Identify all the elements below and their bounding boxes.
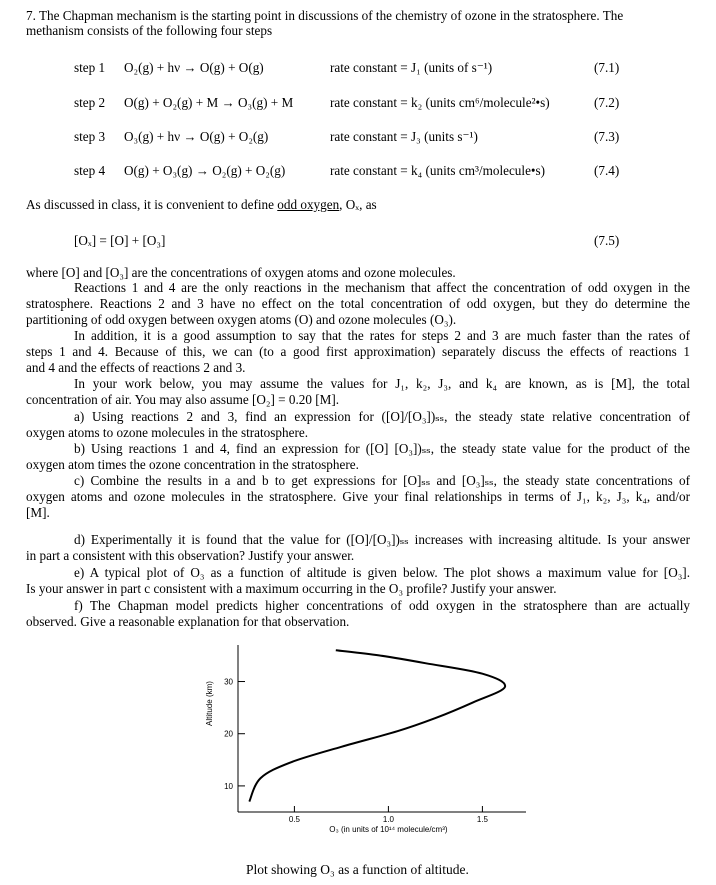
x-ticks — [289, 806, 489, 824]
y-tick-label: 30 — [224, 677, 233, 687]
ozone-profile-curve — [249, 650, 505, 801]
odd-oxygen-term: odd oxygen — [277, 197, 340, 212]
odd-oxygen-prefix: As discussed in class, it is convenient to define — [26, 197, 278, 212]
body-line: where [O] and [O₃] are the concentrations of oxygen atoms and ozone molecules. — [26, 265, 456, 280]
body-line: oxygen atoms to ozone molecules in the stratosphere. — [26, 425, 308, 440]
step-3-eq-number: (7.3) — [594, 129, 620, 144]
body-line: oxygen atom times the ozone concentration in the stratosphere. — [26, 457, 359, 472]
body-line: b) Using reactions 1 and 4, find an expression for ([O] [O₃])ₛₛ, the steady state value for the product of the — [74, 441, 690, 456]
body-line: stratosphere. Reactions 2 and 3 have no effect on the total concentration of odd oxygen, but they do determine the — [26, 296, 690, 311]
odd-oxygen-definition — [26, 197, 377, 213]
body-line: [M]. — [26, 505, 50, 520]
step-1-eq-number: (7.1) — [594, 60, 620, 75]
y-tick-label: 20 — [224, 729, 233, 739]
question-intro-line-2: methanism consists of the following four steps — [26, 23, 273, 38]
body-line: c) Combine the results in a and b to get expressions for [O]ₛₛ and [O₃]ₛₛ, the steady state concentrations of — [74, 473, 690, 488]
odd-oxygen-eq-number: (7.5) — [594, 233, 620, 248]
body-line: steps 1 and 4. Because of this, we can (to a good first approximation) separately discuss the effects of reactions 1 — [26, 344, 690, 359]
step-3-rate: rate constant = J₃ (units s⁻¹) — [330, 129, 478, 144]
question-intro-line-1: 7. The Chapman mechanism is the starting point in discussions of the chemistry of ozone in the stratosphere. The — [26, 8, 624, 23]
step-1-rate: rate constant = J₁ (units of s⁻¹) — [330, 60, 493, 75]
x-axis-label: O₃ (in units of 10¹⁴ molecule/cm³) — [329, 825, 448, 834]
body-line: In addition, it is a good assumption to say that the rates for steps 2 and 3 are much faster than the rates of — [74, 328, 690, 343]
step-1-label: step 1 — [74, 60, 106, 75]
step-4-label: step 4 — [74, 163, 106, 178]
plot-caption: Plot showing O₃ as a function of altitude. — [246, 862, 469, 877]
step-2-label: step 2 — [74, 95, 106, 110]
y-ticks — [224, 678, 245, 791]
body-line: e) A typical plot of O₃ as a function of altitude is given below. The plot shows a maximum value for [O₃]. — [74, 565, 690, 580]
y-tick-label: 10 — [224, 781, 233, 791]
body-line: d) Experimentally it is found that the value for ([O]/[O₃])ₛₛ increases with increasing altitude. Is your answer — [74, 532, 690, 547]
body-line: f) The Chapman model predicts higher concentrations of odd oxygen in the stratosphere than are actually — [74, 598, 690, 613]
body-line: concentration of air. You may also assume [O₂] = 0.20 [M]. — [26, 392, 340, 407]
body-line: Reactions 1 and 4 are the only reactions in the mechanism that affect the concentration of odd oxygen in the — [74, 280, 690, 295]
body-line: partitioning of odd oxygen between oxygen atoms (O) and ozone molecules (O₃). — [26, 312, 457, 327]
step-2-eq-number: (7.2) — [594, 95, 620, 110]
step-2-rate: rate constant = k₂ (units cm⁶/molecule²•s) — [330, 95, 550, 110]
x-tick-label: 1.0 — [382, 815, 394, 824]
y-axis-label: Altitude (km) — [205, 681, 214, 726]
step-1-reaction: O₂(g) + hν → O(g) + O(g) — [124, 60, 264, 75]
x-tick-label: 0.5 — [288, 815, 300, 824]
body-line: oxygen atoms and ozone molecules in the stratosphere. Give your final relationships in terms of J₁, k₂, J₃, k₄, and/or — [26, 489, 690, 504]
x-tick-label: 1.5 — [476, 815, 488, 824]
body-line: In your work below, you may assume the values for J₁, k₂, J₃, and k₄ are known, as is [M], the total — [74, 376, 690, 391]
body-line: and 4 and the effects of reactions 2 and 3. — [26, 360, 246, 375]
step-3-reaction: O₃(g) + hν → O(g) + O₂(g) — [124, 129, 269, 144]
body-line: observed. Give a reasonable explanation for that observation. — [26, 614, 350, 629]
odd-oxygen-suffix: , Oₓ, as — [339, 197, 377, 212]
step-4-reaction: O(g) + O₃(g) → O₂(g) + O₂(g) — [124, 163, 286, 178]
odd-oxygen-equation: [Oₓ] = [O] + [O₃] — [74, 233, 166, 248]
ozone-altitude-chart — [190, 640, 550, 840]
step-3-label: step 3 — [74, 129, 106, 144]
step-2-reaction: O(g) + O₂(g) + M → O₃(g) + M — [124, 95, 294, 110]
body-line: in part a consistent with this observation? Justify your answer. — [26, 548, 355, 563]
step-4-rate: rate constant = k₄ (units cm³/molecule•s) — [330, 163, 546, 178]
step-4-eq-number: (7.4) — [594, 163, 620, 178]
body-line: Is your answer in part c consistent with a maximum occurring in the O₃ profile? Justify your answer. — [26, 581, 557, 596]
body-line: a) Using reactions 2 and 3, find an expression for ([O]/[O₃])ₛₛ, the steady state relative concentration of — [74, 409, 690, 424]
